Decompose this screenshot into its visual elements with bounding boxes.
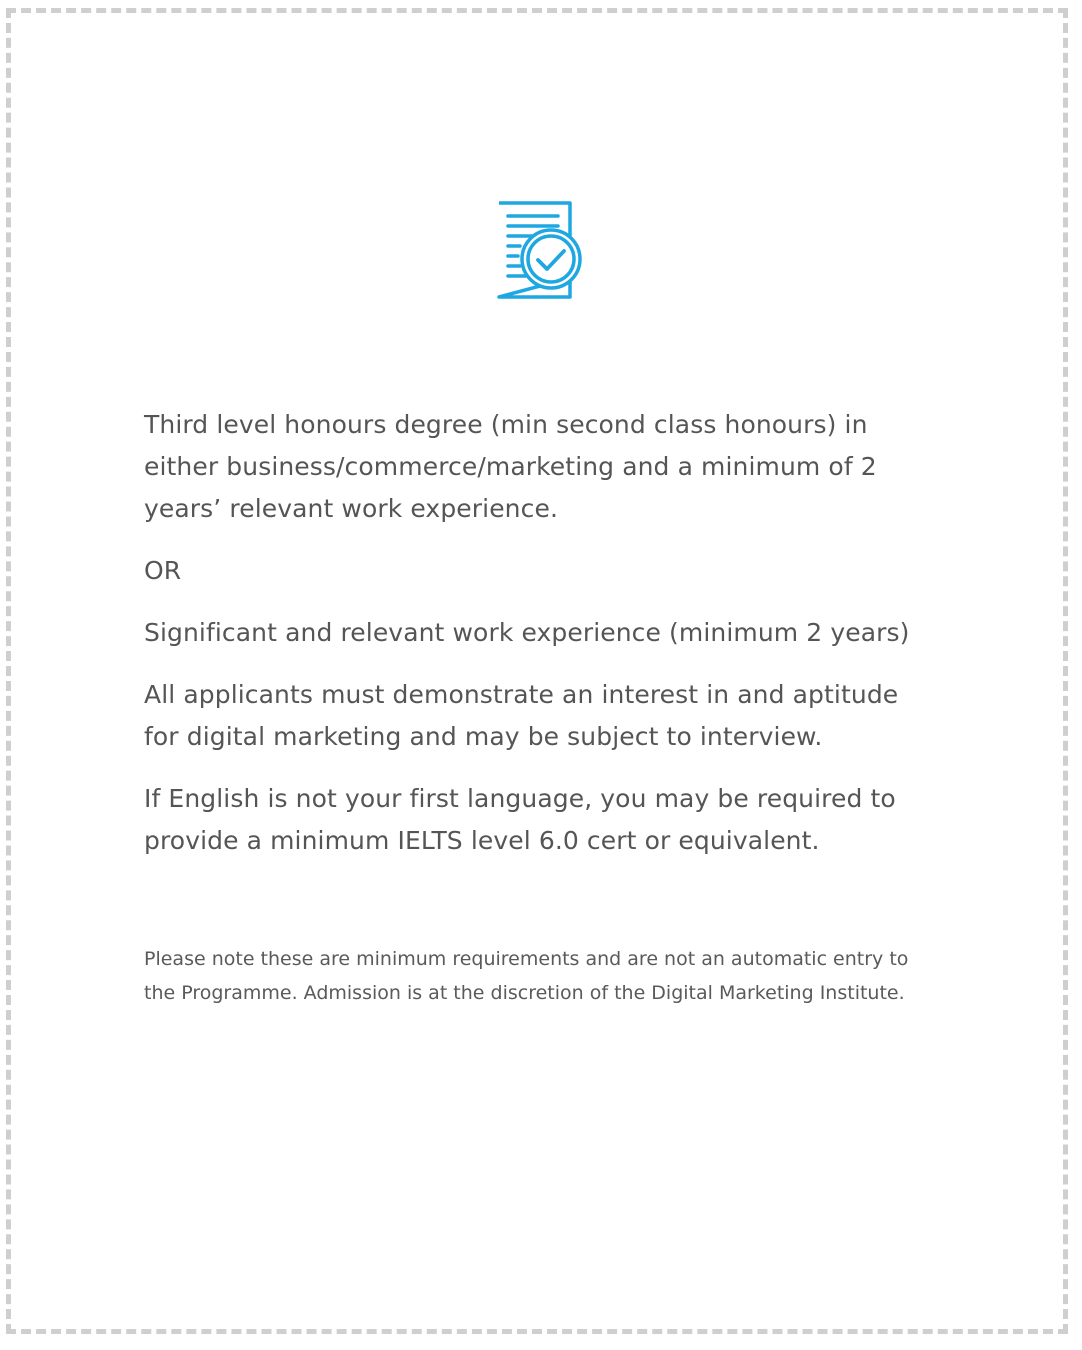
requirement-degree: Third level honours degree (min second class honours) in either business/commerce/marketing and a minimum of 2 years’ relevant work experience. <box>144 410 877 523</box>
requirement-english: If English is not your first language, you may be required to provide a minimum IELTS level 6.0 cert or equivalent. <box>144 784 896 855</box>
requirements-text <box>144 404 934 882</box>
requirement-experience: Significant and relevant work experience (minimum 2 years) <box>144 618 910 647</box>
requirement-or: OR <box>144 556 182 585</box>
requirements-note: Please note these are minimum requirements and are not an automatic entry to the Programme. Admission is at the discretion of the Digital Marketing Institute. <box>144 948 909 1004</box>
requirement-aptitude: All applicants must demonstrate an interest in and aptitude for digital marketing and may be subject to interview. <box>144 680 899 751</box>
document-check-icon <box>496 200 586 304</box>
